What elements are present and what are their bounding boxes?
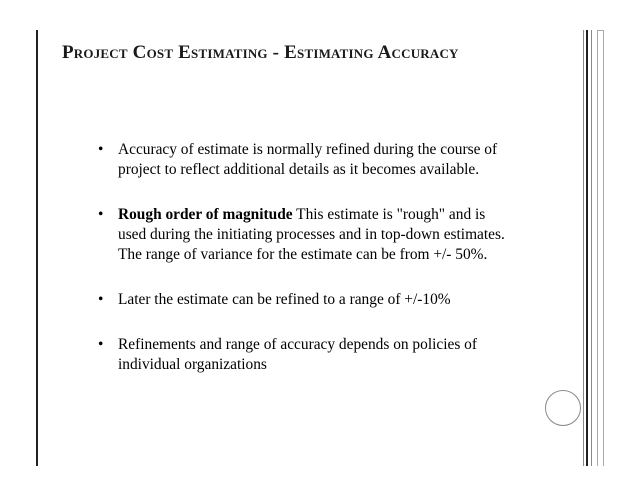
- right-border-line: [586, 30, 588, 466]
- bullet-text: This estimate is "rough" and is used during the initiating processes and in top-down estimates. The range of variance for the estimate can be from +/- 50%.: [118, 206, 505, 263]
- bullet-item: [98, 205, 508, 265]
- right-border-line: [597, 30, 598, 466]
- bullet-text: Refinements and range of accuracy depends on policies of individual organizations: [118, 336, 477, 373]
- bullet-item: [98, 335, 508, 375]
- bullet-item: [98, 290, 508, 310]
- bullet-text: Accuracy of estimate is normally refined during the course of project to reflect additional details as it becomes available.: [118, 141, 498, 178]
- bullet-marker: •: [98, 206, 104, 223]
- bullet-marker: •: [98, 141, 104, 158]
- bullet-text: Later the estimate can be refined to a range of +/-10%: [118, 291, 451, 308]
- bullet-marker: •: [98, 291, 104, 308]
- right-border-cap: [597, 30, 604, 31]
- bullet-bold-term: Rough order of magnitude: [118, 206, 293, 223]
- slide-title: Project Cost Estimating - Estimating Accuracy: [62, 42, 459, 63]
- left-border-line: [36, 30, 38, 466]
- right-border-line: [603, 30, 604, 466]
- decorative-circle: [545, 390, 581, 426]
- bullet-list: [98, 140, 508, 400]
- right-border-line: [591, 30, 592, 466]
- right-border-line: [583, 30, 584, 466]
- bullet-item: [98, 140, 508, 180]
- bullet-marker: •: [98, 336, 104, 353]
